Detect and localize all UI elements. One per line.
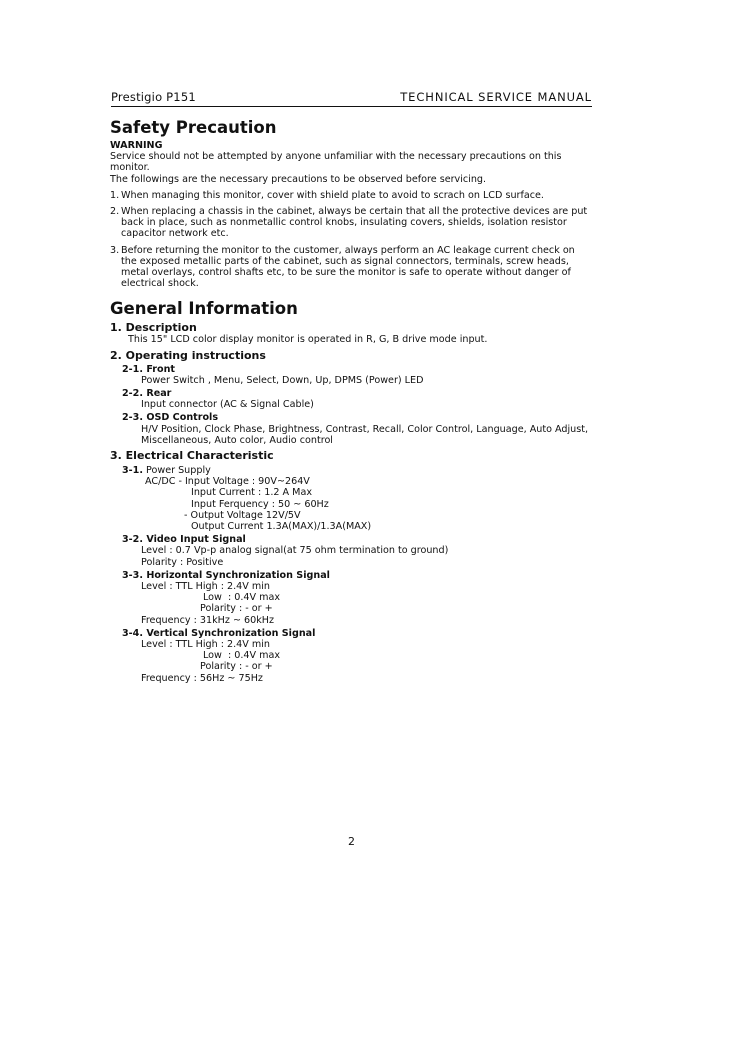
safety-intro-1: Service should not be attempted by anyone unfamiliar with the necessary precautions on this monitor.	[110, 151, 562, 174]
input-current: Input Current : 1.2 A Max	[191, 487, 313, 499]
page-header	[111, 90, 592, 106]
front-text: Power Switch , Menu, Select, Down, Up, DPMS (Power) LED	[141, 374, 424, 386]
page-body	[110, 118, 592, 684]
header-model: Prestigio P151	[111, 90, 196, 104]
hsync-frequency: Frequency : 31kHz ~ 60kHz	[141, 614, 275, 626]
video-input-heading: 3-2. Video Input Signal	[122, 534, 246, 546]
description-text: This 15" LCD color display monitor is operated in R, G, B drive mode input.	[128, 334, 488, 346]
output-voltage: - Output Voltage 12V/5V	[184, 509, 301, 521]
osd-text: H/V Position, Clock Phase, Brightness, Contrast, Recall, Color Control, Language, Auto Adjust, Miscellaneous, Auto color, Audio control	[141, 423, 589, 446]
input-frequency: Input Ferquency : 50 ~ 60Hz	[191, 498, 329, 510]
header-rule	[111, 106, 592, 107]
safety-item-text: When managing this monitor, cover with shield plate to avoid to scrach on LCD surface.	[121, 189, 544, 201]
general-info-title: General Information	[110, 299, 298, 319]
electrical-heading: 3. Electrical Characteristic	[110, 449, 274, 463]
front-heading: 2-1. Front	[122, 363, 175, 375]
vsync-heading: 3-4. Vertical Synchronization Signal	[122, 627, 316, 639]
power-supply-label: Power Supply	[142, 465, 211, 477]
rear-heading: 2-2. Rear	[122, 388, 172, 400]
description-heading: 1. Description	[110, 321, 197, 335]
video-polarity: Polarity : Positive	[141, 556, 224, 568]
page-number: 2	[348, 835, 355, 848]
safety-item-text: Before returning the monitor to the customer, always perform an AC leakage current check on the exposed metallic parts of the cabinet, such as signal connectors, terminals, screw heads, metal overlays, control shafts etc, to be sure the monitor is safe to operate without danger of electrical shock.	[121, 244, 575, 290]
safety-item-number: 3.	[110, 244, 120, 256]
power-supply-number: 3-1.	[122, 465, 143, 477]
header-manual-title: TECHNICAL SERVICE MANUAL	[400, 90, 592, 104]
safety-intro-2: The followings are the necessary precautions to be observed before servicing.	[110, 173, 487, 185]
hsync-level-high: Level : TTL High : 2.4V min	[141, 581, 270, 593]
vsync-frequency: Frequency : 56Hz ~ 75Hz	[141, 672, 263, 684]
output-current: Output Current 1.3A(MAX)/1.3A(MAX)	[191, 521, 372, 533]
hsync-level-low: Low : 0.4V max	[203, 592, 281, 604]
safety-title: Safety Precaution	[110, 118, 277, 137]
safety-item-number: 2.	[110, 206, 120, 218]
vsync-polarity: Polarity : - or +	[200, 661, 273, 673]
safety-item-3	[110, 245, 592, 290]
safety-item-1	[110, 190, 592, 201]
safety-item-number: 1.	[110, 189, 120, 201]
vsync-level-low: Low : 0.4V max	[203, 650, 281, 662]
vsync-level-high: Level : TTL High : 2.4V min	[141, 639, 270, 650]
osd-heading: 2-3. OSD Controls	[122, 412, 219, 424]
video-level: Level : 0.7 Vp-p analog signal(at 75 ohm termination to ground)	[141, 545, 449, 557]
hsync-heading: 3-3. Horizontal Synchronization Signal	[122, 569, 330, 581]
power-supply-line	[110, 465, 592, 476]
safety-item-2	[110, 206, 592, 240]
warning-label: WARNING	[110, 140, 163, 151]
acdc-input-voltage: AC/DC - Input Voltage : 90V~264V	[145, 476, 310, 488]
rear-text: Input connector (AC & Signal Cable)	[141, 399, 314, 411]
hsync-polarity: Polarity : - or +	[200, 603, 273, 615]
operating-heading: 2. Operating instructions	[110, 348, 266, 362]
safety-item-text: When replacing a chassis in the cabinet, always be certain that all the protective devices are put back in place, such as nonmetallic control knobs, insulating covers, shields, isolation resistor capacitor network etc.	[121, 206, 588, 240]
